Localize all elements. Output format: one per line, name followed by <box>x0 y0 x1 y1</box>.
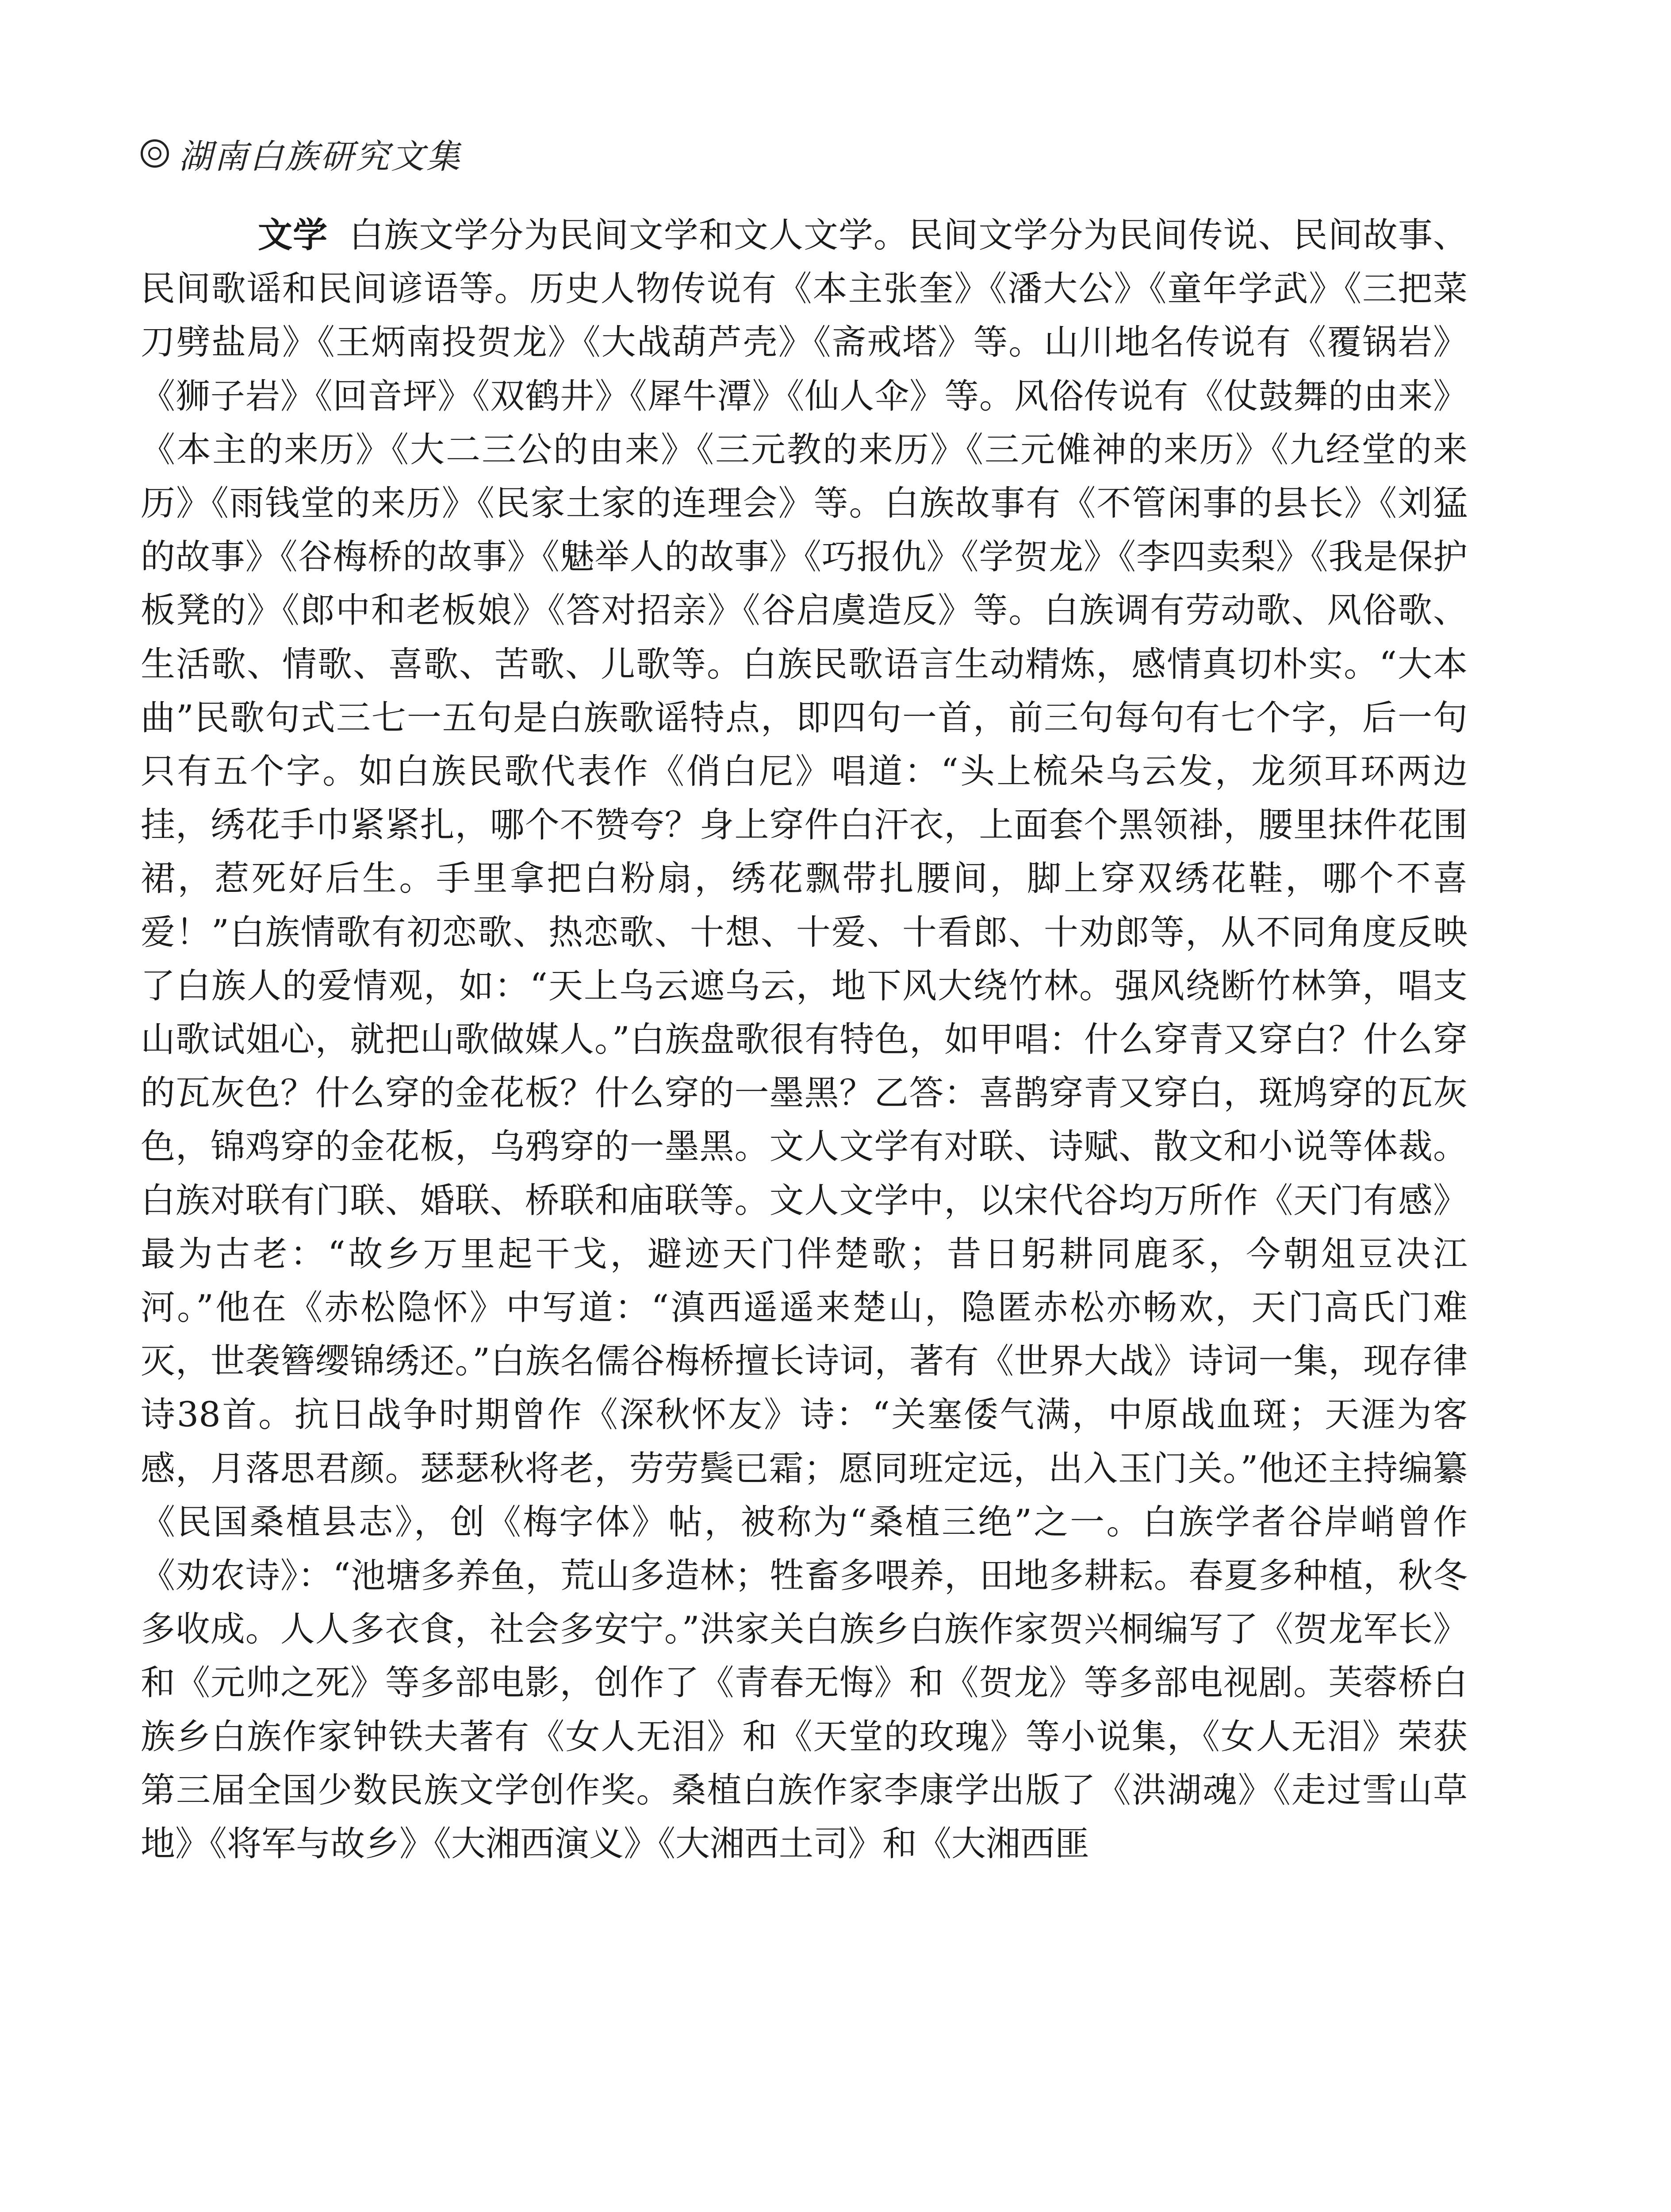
running-header <box>141 129 462 178</box>
paragraph-text: 白族文学分为民间文学和文人文学。民间文学分为民间传说、民间故事、民间歌谣和民间谚语等。历史人物传说有《本主张奎》《潘大公》《童年学武》《三把菜刀劈盐局》《王炳南投贺龙》《大战葫芦壳》《斋戒塔》等。山川地名传说有《覆锅岩》《狮子岩》《回音坪》《双鹤井》《犀牛潭》《仙人伞》等。风俗传说有《仗鼓舞的由来》《本主的来历》《大二三公的由来》《三元教的来历》《三元傩神的来历》《九经堂的来历》《雨钱堂的来历》《民家土家的连理会》等。白族故事有《不管闲事的县长》《刘猛的故事》《谷梅桥的故事》《魅举人的故事》《巧报仇》《学贺龙》《李四卖梨》《我是保护板凳的》《郎中和老板娘》《答对招亲》《谷启虞造反》等。白族调有劳动歌、风俗歌、生活歌、情歌、喜歌、苦歌、儿歌等。白族民歌语言生动精炼，感情真切朴实。“大本曲”民歌句式三七一五句是白族歌谣特点，即四句一首，前三句每句有七个字，后一句只有五个字。如白族民歌代表作《俏白尼》唱道：“头上梳朵乌云发，龙须耳环两边挂，绣花手巾紧紧扎，哪个不赞夸？身上穿件白汗衣，上面套个黑领褂，腰里抹件花围裙，惹死好后生。手里拿把白粉扇，绣花飘带扎腰间，脚上穿双绣花鞋，哪个不喜爱！”白族情歌有初恋歌、热恋歌、十想、十爱、十看郎、十劝郎等，从不同角度反映了白族人的爱情观，如：“天上乌云遮乌云，地下风大绕竹林。强风绕断竹林笋，唱支山歌试姐心，就把山歌做媒人。”白族盘歌很有特色，如甲唱：什么穿青又穿白？什么穿的瓦灰色？什么穿的金花板？什么穿的一墨黑？乙答：喜鹊穿青又穿白，斑鸠穿的瓦灰色，锦鸡穿的金花板，乌鸦穿的一墨黑。文人文学有对联、诗赋、散文和小说等体裁。白族对联有门联、婚联、桥联和庙联等。文人文学中，以宋代谷均万所作《天门有感》最为古老：“故乡万里起干戈，避迹天门伴楚歌；昔日躬耕同鹿豕，今朝俎豆决江河。”他在《赤松隐怀》中写道：“滇西遥遥来楚山，隐匿赤松亦畅欢，天门高氏门难灭，世袭簪缨锦绣还。”白族名儒谷梅桥擅长诗词，著有《世界大战》诗词一集，现存律诗38首。抗日战争时期曾作《深秋怀友》诗：“关塞倭气满，中原战血斑；天涯为客感，月落思君颜。瑟瑟秋将老，劳劳鬓已霜；愿同班定远，出入玉门关。”他还主持编纂《民国桑植县志》，创《梅字体》帖，被称为“桑植三绝”之一。白族学者谷岸峭曾作《劝农诗》：“池塘多养鱼，荒山多造林；牲畜多喂养，田地多耕耘。春夏多种植，秋冬多收成。人人多衣食，社会多安宁。”洪家关白族乡白族作家贺兴桐编写了《贺龙军长》和《元帅之死》等多部电影，创作了《青春无悔》和《贺龙》等多部电视剧。芙蓉桥白族乡白族作家钟铁夫著有《女人无泪》和《天堂的玫瑰》等小说集，《女人无泪》荣获第三届全国少数民族文学创作奖。桑植白族作家李康学出版了《洪湖魂》《走过雪山草地》《将军与故乡》《大湘西演义》《大湘西土司》和《大湘西匪 <box>141 215 1468 1864</box>
circle-bullet-icon <box>141 139 169 168</box>
section-term: 文学 <box>257 215 328 255</box>
book-title: 湖南白族研究文集 <box>179 136 462 176</box>
body-paragraph <box>141 209 1468 1871</box>
